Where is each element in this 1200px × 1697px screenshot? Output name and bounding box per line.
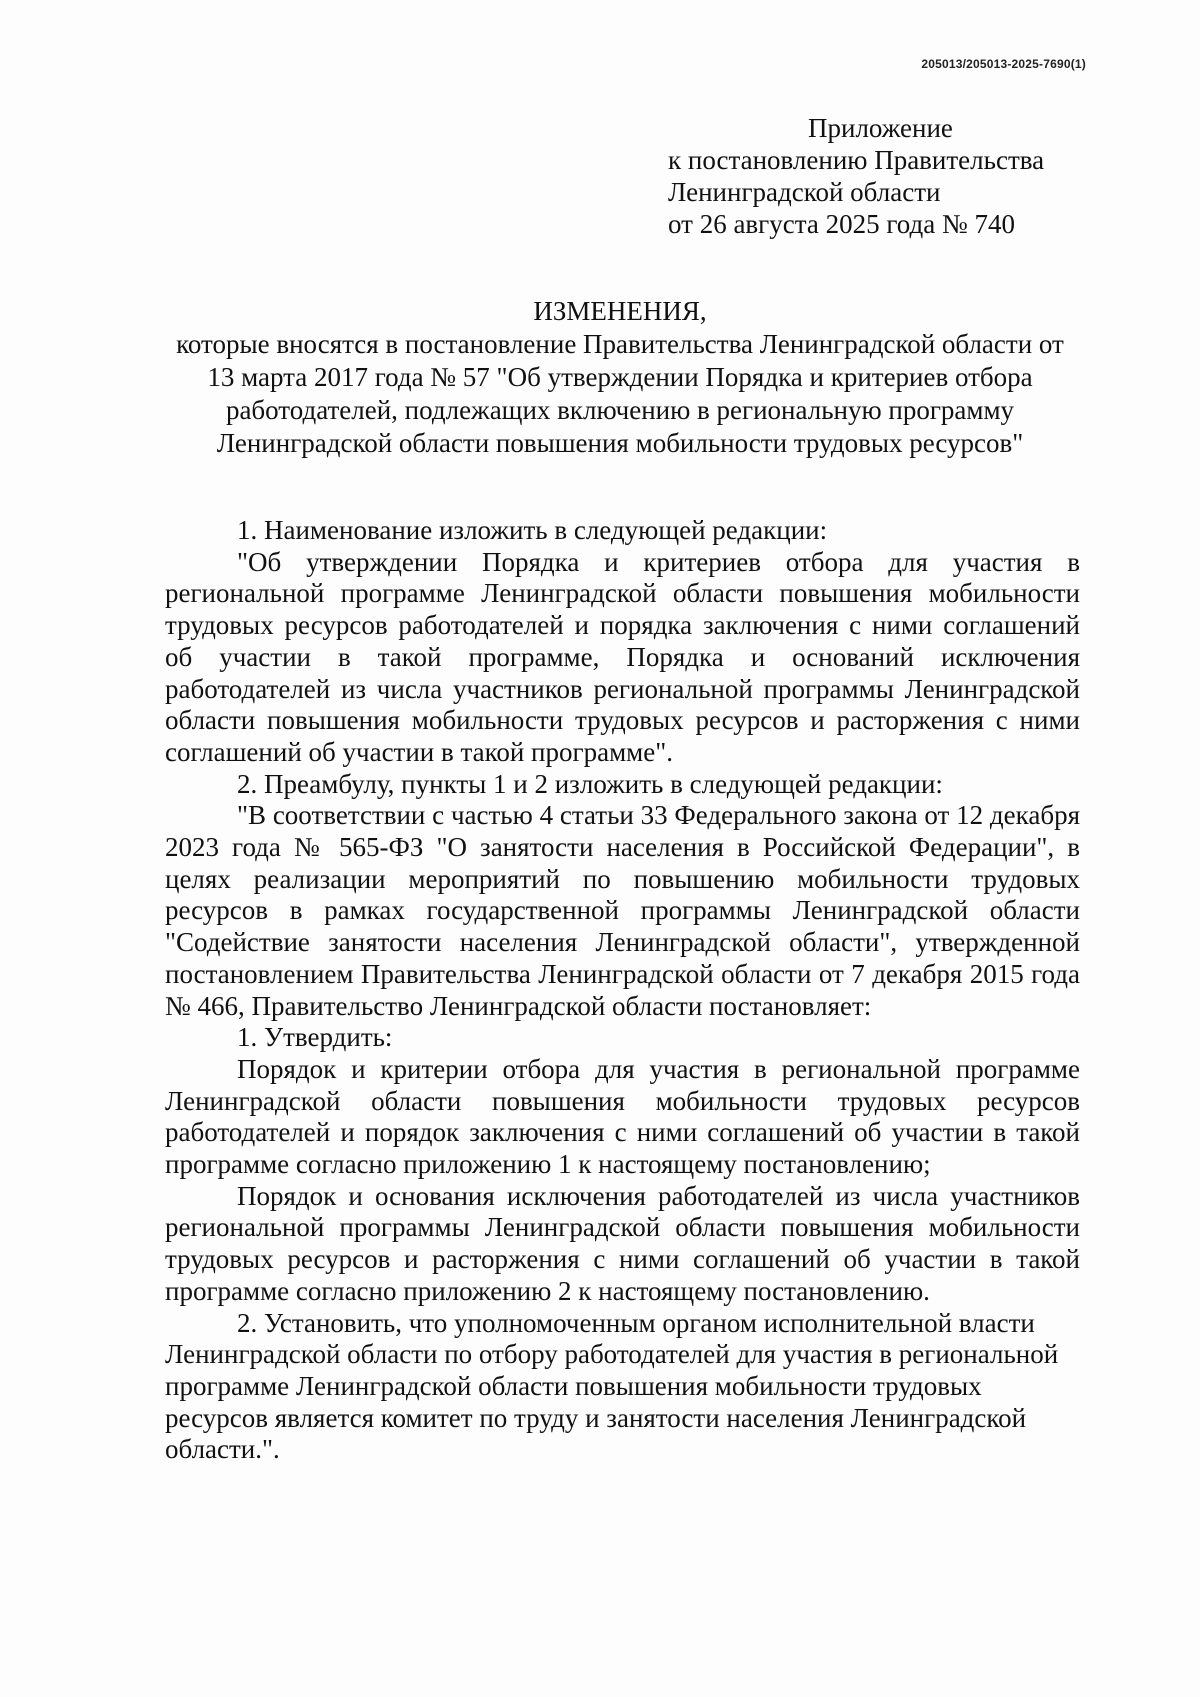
appendix-block bbox=[668, 112, 1044, 240]
title-block bbox=[160, 295, 1080, 460]
paragraph-8: 2. Установить, что уполномоченным органом исполнительной власти Ленинградской области по отбору работодателей для участия в региональной программе Ленинградской области повышения мобильности трудовых ресурсов является комитет по труду и занятости населения Ленинградской области.". bbox=[165, 1307, 1059, 1465]
appendix-line-4: от 26 августа 2025 года № 740 bbox=[668, 209, 1015, 239]
paragraph-3: 2. Преамбулу, пункты 1 и 2 изложить в следующей редакции: bbox=[237, 768, 943, 799]
paragraph-2: "Об утверждении Порядка и критериев отбора для участия в региональной программе Ленинградской области повышения мобильности трудовых ресурсов работодателей и порядка заключения с ними соглашений об участии в такой программе, Порядка и оснований исключения работодателей из числа участников региональной программы Ленинградской области повышения мобильности трудовых ресурсов и расторжения с ними соглашений об участии в такой программе". bbox=[165, 546, 1080, 767]
document-id: 205013/205013-2025-7690(1) bbox=[921, 57, 1086, 71]
appendix-line-3: Ленинградской области bbox=[668, 177, 941, 207]
appendix-line-2: к постановлению Правительства bbox=[668, 145, 1045, 175]
document-subtitle: которые вносятся в постановление Правительства Ленинградской области от 13 марта 2017 года № 57 "Об утверждении Порядка и критериев отбора работодателей, подлежащих включению в региональную программу Ленинградской области повышения мобильности трудовых ресурсов" bbox=[176, 329, 1064, 458]
paragraph-4: "В соответствии с частью 4 статьи 33 Федерального закона от 12 декабря 2023 года № 565-ФЗ "О занятости населения в Российской Федерации", в целях реализации мероприятий по повышению мобильности трудовых ресурсов в рамках государственной программы Ленинградской области "Содействие занятости населения Ленинградской области", утвержденной постановлением Правительства Ленинградской области от 7 декабря 2015 года № 466, Правительство Ленинградской области постановляет: bbox=[165, 800, 1080, 1021]
paragraph-7: Порядок и основания исключения работодателей из числа участников региональной программы Ленинградской области повышения мобильности трудовых ресурсов и расторжения с ними соглашений об участии в такой программе согласно приложению 2 к настоящему постановлению. bbox=[165, 1180, 1080, 1306]
document-heading: ИЗМЕНЕНИЯ, bbox=[533, 296, 707, 326]
paragraph-5: 1. Утвердить: bbox=[237, 1022, 393, 1053]
appendix-line-1: Приложение bbox=[808, 113, 953, 143]
paragraph-1: 1. Наименование изложить в следующей редакции: bbox=[237, 515, 828, 545]
paragraph-6: Порядок и критерии отбора для участия в региональной программе Ленинградской области повышения мобильности трудовых ресурсов работодателей и порядок заключения с ними соглашений об участии в такой программе согласно приложению 1 к настоящему постановлению; bbox=[165, 1053, 1080, 1180]
document-body bbox=[165, 515, 1080, 1466]
